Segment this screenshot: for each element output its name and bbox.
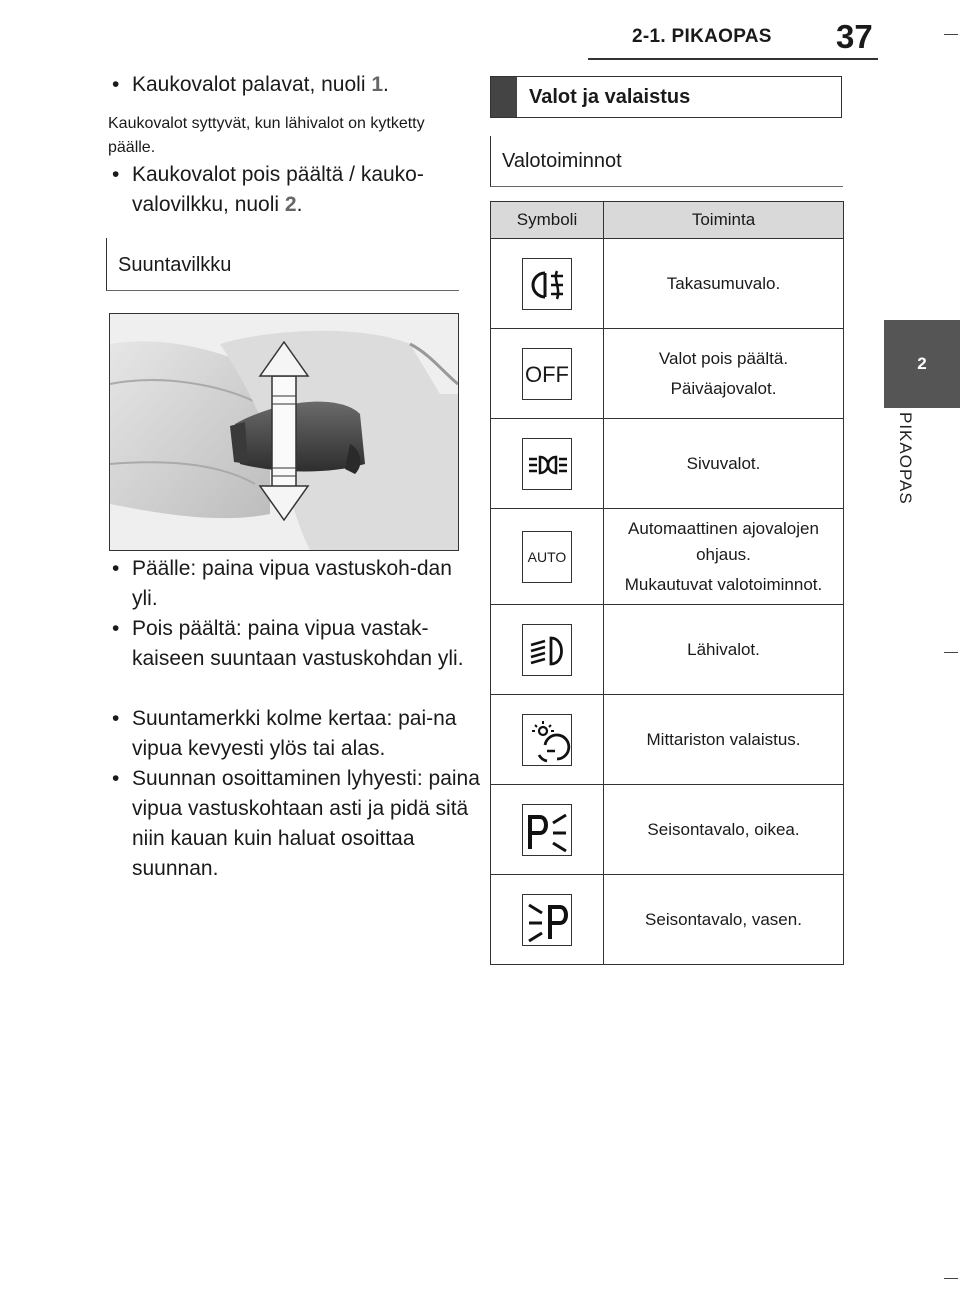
bullet-high-beam-on: • Kaukovalot palavat, nuoli 1. (112, 70, 482, 100)
high-beam-note: Kaukovalot syttyvät, kun lähivalot on kytketty päälle. (108, 115, 425, 156)
table-row (491, 875, 844, 965)
parking-light-left-icon (522, 894, 572, 946)
table-row (491, 419, 844, 509)
function-cell (604, 329, 844, 419)
function-text: Valot pois päältä. (658, 348, 789, 368)
crop-mark (944, 1278, 958, 1279)
table-row (491, 605, 844, 695)
bullet-turn-signal-off: • Pois päältä: paina vipua vastak-kaiseen suuntaan vastuskohdan yli. (112, 614, 482, 674)
function-text: Mukautuvat valotoiminnot. (624, 574, 823, 594)
section-header: 2-1. PIKAOPAS (632, 26, 772, 47)
function-text: Seisontavalo, oikea. (647, 819, 800, 839)
instrument-lighting-icon (522, 714, 572, 766)
bullet-text: Kaukovalot pois päältä / kauko-valovilkku, nuoli (132, 163, 424, 216)
column-header-function: Toiminta (604, 202, 844, 239)
column-header-symbol: Symboli (491, 202, 604, 239)
bullet-text: Kaukovalot palavat, nuoli (132, 73, 366, 96)
function-text: Automaattinen ajovalojen ohjaus. (628, 518, 819, 564)
page-number: 37 (836, 18, 873, 55)
bullet-high-beam-off: • Kaukovalot pois päältä / kauko-valovilkku, nuoli 2. (112, 160, 482, 220)
function-cell (604, 875, 844, 965)
light-symbols-table (490, 201, 844, 965)
function-cell (604, 419, 844, 509)
section-light-functions (490, 136, 843, 187)
function-cell (604, 509, 844, 605)
off-icon-text: OFF (525, 361, 569, 387)
symbol-cell (491, 509, 604, 605)
symbol-cell (491, 785, 604, 875)
chapter-label (893, 412, 921, 532)
symbol-cell (491, 239, 604, 329)
crop-mark (944, 34, 958, 35)
function-text: Lähivalot. (687, 639, 760, 659)
function-text: Sivuvalot. (686, 453, 761, 473)
section-turn-signal (106, 238, 459, 291)
function-text: Mittariston valaistus. (646, 729, 801, 749)
symbol-cell (491, 875, 604, 965)
section-lights-heading (490, 76, 842, 118)
auto-icon-text: AUTO (527, 548, 567, 565)
function-cell (604, 695, 844, 785)
chapter-label-text: PIKAOPAS (896, 412, 915, 505)
table-header-row (491, 202, 844, 239)
bullet-three-blinks: • Suuntamerkki kolme kertaa: pai-na vipua kevyesti ylös tai alas. (112, 704, 482, 764)
low-beam-icon (522, 624, 572, 676)
function-cell (604, 239, 844, 329)
section-title: Suuntavilkku (118, 254, 232, 276)
function-text: Takasumuvalo. (666, 273, 781, 293)
function-cell (604, 605, 844, 695)
function-text: Päiväajovalot. (670, 378, 777, 398)
subheading-text: Valotoiminnot (502, 150, 622, 172)
lever-drawing (110, 314, 458, 550)
function-cell (604, 785, 844, 875)
chapter-tab: 2 (884, 320, 960, 408)
function-text: Seisontavalo, vasen. (645, 909, 802, 929)
heading-text: Valot ja valaistus (529, 86, 691, 108)
arrow-number: 2 (284, 193, 297, 216)
bullet-short-indicate: • Suunnan osoittaminen lyhyesti: paina vipua vastuskohtaan asti ja pidä sitä niin kauan kuin haluat osoittaa suunnan. (112, 764, 482, 884)
table-row (491, 239, 844, 329)
heading-marker (491, 77, 517, 117)
table-row (491, 695, 844, 785)
parking-light-right-icon (522, 804, 572, 856)
crop-mark (944, 652, 958, 653)
side-lights-icon (522, 438, 572, 490)
symbol-cell (491, 605, 604, 695)
table-row (491, 329, 844, 419)
bullet-turn-signal-on: • Päälle: paina vipua vastuskoh-dan yli. (112, 554, 482, 614)
arrow-number: 1 (371, 73, 384, 96)
turn-signal-lever-illustration (109, 313, 459, 551)
rear-fog-light-icon (522, 258, 572, 310)
header-rule (588, 58, 878, 60)
auto-icon (522, 531, 572, 583)
symbol-cell (491, 329, 604, 419)
table-row (491, 785, 844, 875)
symbol-cell (491, 419, 604, 509)
table-row (491, 509, 844, 605)
symbol-cell (491, 695, 604, 785)
off-icon (522, 348, 572, 400)
